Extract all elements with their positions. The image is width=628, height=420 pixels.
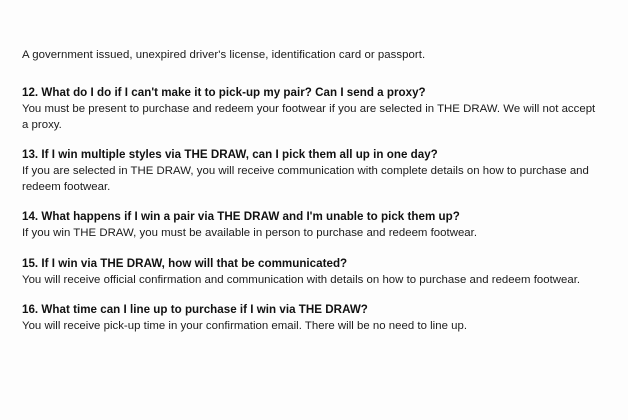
faq-item-12 — [22, 85, 602, 133]
faq-answer-12: You must be present to purchase and redeem your footwear if you are selected in THE DRAW. We will not accept a proxy. — [22, 103, 596, 131]
faq-answer-15: You will receive official confirmation and communication with details on how to purchase and redeem footwear. — [22, 273, 581, 286]
faq-item-13 — [22, 147, 602, 195]
intro-paragraph: A government issued, unexpired driver's license, identification card or passport. — [22, 49, 426, 61]
faq-answer-16: You will receive pick-up time in your confirmation email. There will be no need to line up. — [22, 320, 468, 332]
faq-item-16 — [22, 302, 602, 335]
faq-question-16: 16. What time can I line up to purchase if I win via THE DRAW? — [22, 303, 368, 316]
faq-question-14: 14. What happens if I win a pair via THE DRAW and I'm unable to pick them up? — [22, 210, 460, 223]
faq-question-15: 15. If I win via THE DRAW, how will that be communicated? — [22, 256, 348, 270]
faq-question-13: 13. If I win multiple styles via THE DRAW, can I pick them all up in one day? — [22, 148, 438, 161]
faq-answer-14: If you win THE DRAW, you must be available in person to purchase and redeem footwear. — [22, 227, 478, 239]
faq-answer-13: If you are selected in THE DRAW, you will receive communication with complete details on how to purchase and redeem footwear. — [22, 165, 589, 193]
faq-item-15 — [22, 256, 602, 289]
faq-item-14 — [22, 209, 602, 242]
faq-question-12: 12. What do I do if I can't make it to pick-up my pair? Can I send a proxy? — [22, 86, 426, 99]
